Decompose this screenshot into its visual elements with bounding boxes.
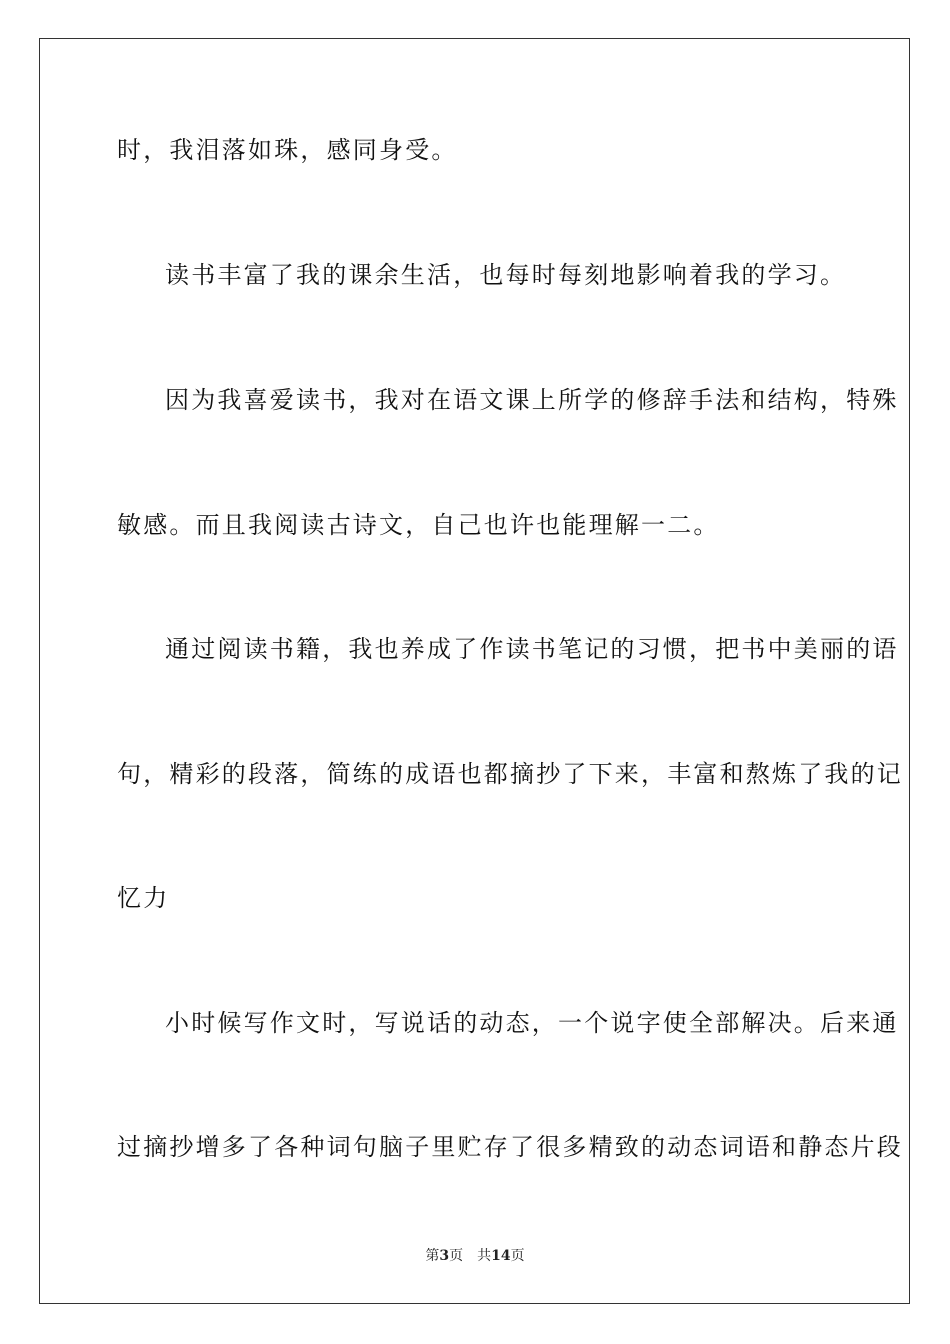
page-number: 3	[439, 1248, 450, 1264]
total-suffix: 页	[510, 1248, 525, 1264]
text-line-6: 句，精彩的段落，简练的成语也都摘抄了下来，丰富和熬炼了我的记	[117, 760, 903, 788]
text-line-2: 读书丰富了我的课余生活，也每时每刻地影响着我的学习。	[165, 261, 847, 289]
text-line-7: 忆力	[117, 884, 170, 912]
total-pages: 14	[491, 1248, 511, 1264]
page-frame	[39, 38, 910, 1304]
text-line-8: 小时候写作文时，写说话的动态，一个说字使全部解决。后来通	[165, 1009, 899, 1037]
page-footer	[0, 1247, 950, 1265]
text-line-5: 通过阅读书籍，我也养成了作读书笔记的习惯，把书中美丽的语	[165, 635, 899, 663]
text-line-1: 时，我泪落如珠，感同身受。	[117, 136, 458, 164]
text-line-4: 敏感。而且我阅读古诗文，自己也许也能理解一二。	[117, 511, 720, 539]
page-suffix: 页	[449, 1248, 464, 1264]
text-line-9: 过摘抄增多了各种词句脑子里贮存了很多精致的动态词语和静态片段	[117, 1133, 903, 1161]
total-prefix: 共	[477, 1248, 492, 1264]
text-line-3: 因为我喜爱读书，我对在语文课上所学的修辞手法和结构，特殊	[165, 386, 899, 414]
page-prefix: 第	[425, 1248, 440, 1264]
